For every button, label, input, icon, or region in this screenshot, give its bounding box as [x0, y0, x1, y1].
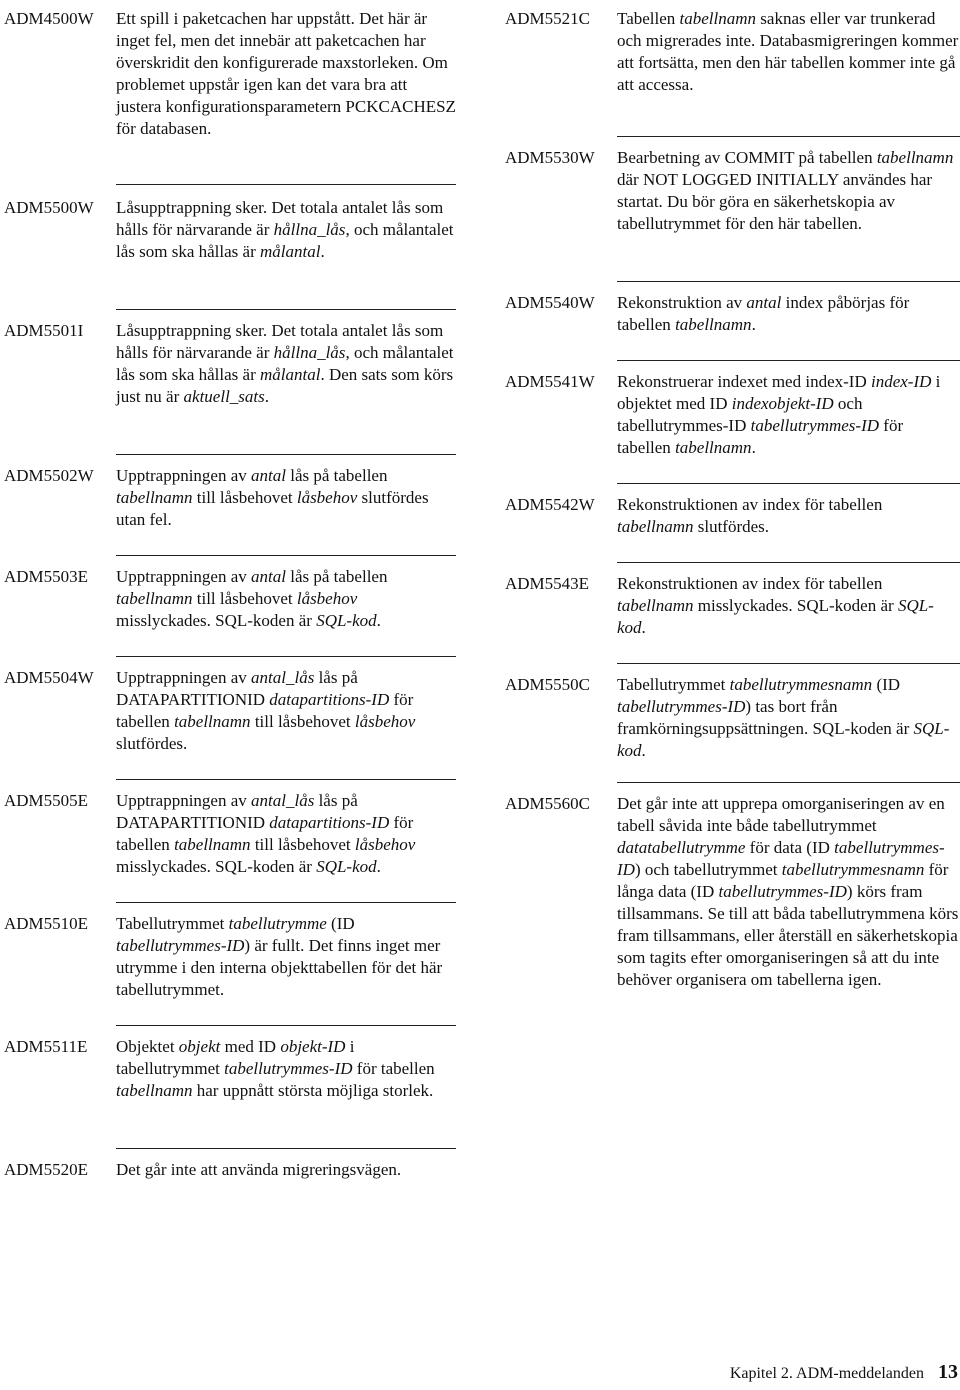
message-text: Rekonstruktionen av index för tabellen tabellnamn misslyckades. SQL-koden är SQL-kod. [617, 574, 934, 637]
entry-separator [116, 309, 456, 310]
message-text: Rekonstruktionen av index för tabellen tabellnamn slutfördes. [617, 495, 883, 536]
message-text: Rekonstruerar indexet med index-ID index-ID i objektet med ID indexobjekt-ID och tabellutrymmes-ID tabellutrymmes-ID för tabellen tabellnamn. [617, 372, 941, 457]
message-code: ADM5521C [505, 9, 591, 28]
entry-separator [617, 136, 960, 137]
message-entry [505, 494, 960, 562]
message-entry [4, 790, 456, 902]
message-code: ADM5520E [4, 1160, 89, 1179]
entry-separator [116, 779, 456, 780]
entry-separator [617, 663, 960, 664]
message-code: ADM5541W [505, 372, 595, 391]
chapter-title: Kapitel 2. ADM-meddelanden [729, 1365, 924, 1382]
message-text: Låsupptrappning sker. Det totala antalet lås som hålls för närvarande är hållna_lås, och målantalet lås som ska hållas är målantal. Den sats som körs just nu är aktuell_sats. [116, 321, 454, 406]
message-text: Det går inte att upprepa omorganiseringen av en tabell såvida inte både tabellutrymmet datatabellutrymme för data (ID tabellutrymmes-ID) och tabellutrymmet tabellutrymmesnamn för långa data (ID tabellutrymmes-ID) körs fram tillsammans. Se till att båda tabellutrymmena körs fram tillsammans, eller återställ en säkerhetskopia som tagits efter omorganiseringen så att du inte behöver organisera om tabellerna igen. [617, 794, 959, 989]
message-code: ADM5550C [505, 675, 591, 694]
message-code: ADM5542W [505, 495, 595, 514]
message-code: ADM5530W [505, 148, 595, 167]
message-code: ADM5500W [4, 198, 94, 217]
entry-separator [617, 782, 960, 783]
message-entry [4, 913, 456, 1025]
message-entry [505, 8, 960, 136]
message-code: ADM5502W [4, 466, 94, 485]
message-entry [4, 320, 456, 454]
entry-separator [116, 555, 456, 556]
page-number: 13 [938, 1361, 958, 1383]
left-column [4, 8, 456, 1219]
message-code: ADM5501I [4, 321, 84, 340]
message-code: ADM5503E [4, 567, 89, 586]
right-column [505, 8, 960, 1033]
entry-separator [116, 454, 456, 455]
message-text: Upptrappningen av antal lås på tabellen tabellnamn till låsbehovet låsbehov misslyckades. SQL-koden är SQL-kod. [116, 567, 388, 630]
entry-separator [116, 902, 456, 903]
message-text: Bearbetning av COMMIT på tabellen tabellnamn där NOT LOGGED INITIALLY användes har startat. Du bör göra en säkerhetskopia av tabellutrymmet för den här tabellen. [617, 148, 954, 233]
entry-separator [116, 184, 456, 185]
message-text: Tabellutrymmet tabellutrymme (ID tabellutrymmes-ID) är fullt. Det finns inget mer utrymme i den interna objekttabellen för det här tabellutrymmet. [116, 914, 443, 999]
message-text: Upptrappningen av antal lås på tabellen tabellnamn till låsbehovet låsbehov slutfördes utan fel. [116, 466, 429, 529]
message-code: ADM5560C [505, 794, 591, 813]
page-footer [730, 1361, 958, 1384]
message-entry [4, 1036, 456, 1148]
message-code: ADM5510E [4, 914, 89, 933]
message-text: Rekonstruktion av antal index påbörjas för tabellen tabellnamn. [617, 293, 910, 334]
message-text: Objektet objekt med ID objekt-ID i tabellutrymmet tabellutrymmes-ID för tabellen tabellnamn har uppnått största möjliga storlek. [116, 1037, 435, 1100]
entry-separator [116, 656, 456, 657]
message-text: Upptrappningen av antal_lås lås på DATAPARTITIONID datapartitions-ID för tabellen tabellnamn till låsbehovet låsbehov misslyckades. SQL-koden är SQL-kod. [116, 791, 416, 876]
message-entry [505, 573, 960, 663]
message-entry [505, 793, 960, 1033]
entry-separator [617, 281, 960, 282]
message-code: ADM5504W [4, 668, 94, 687]
entry-separator [116, 1148, 456, 1149]
message-text: Tabellutrymmet tabellutrymmesnamn (ID tabellutrymmes-ID) tas bort från framkörningsuppsättningen. SQL-koden är SQL-kod. [617, 675, 950, 760]
message-entry [505, 371, 960, 483]
message-code: ADM5511E [4, 1037, 88, 1056]
message-entry [4, 8, 456, 184]
message-entry [4, 667, 456, 779]
entry-separator [617, 360, 960, 361]
message-code: ADM5540W [505, 293, 595, 312]
message-text: Ett spill i paketcachen har uppstått. Det här är inget fel, men det innebär att paketcachen har överskridit den konfigurerade maxstorleken. Om problemet uppstår igen kan det vara bra att justera konfigurationsparametern PCKCACHESZ för databasen. [116, 9, 456, 138]
message-entry [4, 465, 456, 555]
message-entry [4, 566, 456, 656]
entry-separator [116, 1025, 456, 1026]
message-entry [505, 674, 960, 782]
message-entry [505, 292, 960, 360]
message-text: Upptrappningen av antal_lås lås på DATAPARTITIONID datapartitions-ID för tabellen tabellnamn till låsbehovet låsbehov slutfördes. [116, 668, 416, 753]
message-text: Låsupptrappning sker. Det totala antalet lås som hålls för närvarande är hållna_lås, och målantalet lås som ska hållas är målantal. [116, 198, 454, 261]
message-code: ADM5505E [4, 791, 89, 810]
entry-separator [617, 483, 960, 484]
message-code: ADM5543E [505, 574, 590, 593]
message-text: Det går inte att använda migreringsvägen. [116, 1160, 402, 1179]
message-text: Tabellen tabellnamn saknas eller var trunkerad och migrerades inte. Databasmigreringen kommer att fortsätta, men den här tabellen kommer inte gå att accessa. [617, 9, 959, 94]
entry-separator [617, 562, 960, 563]
message-entry [505, 147, 960, 281]
message-entry [4, 197, 456, 309]
message-code: ADM4500W [4, 9, 94, 28]
message-entry [4, 1159, 456, 1219]
